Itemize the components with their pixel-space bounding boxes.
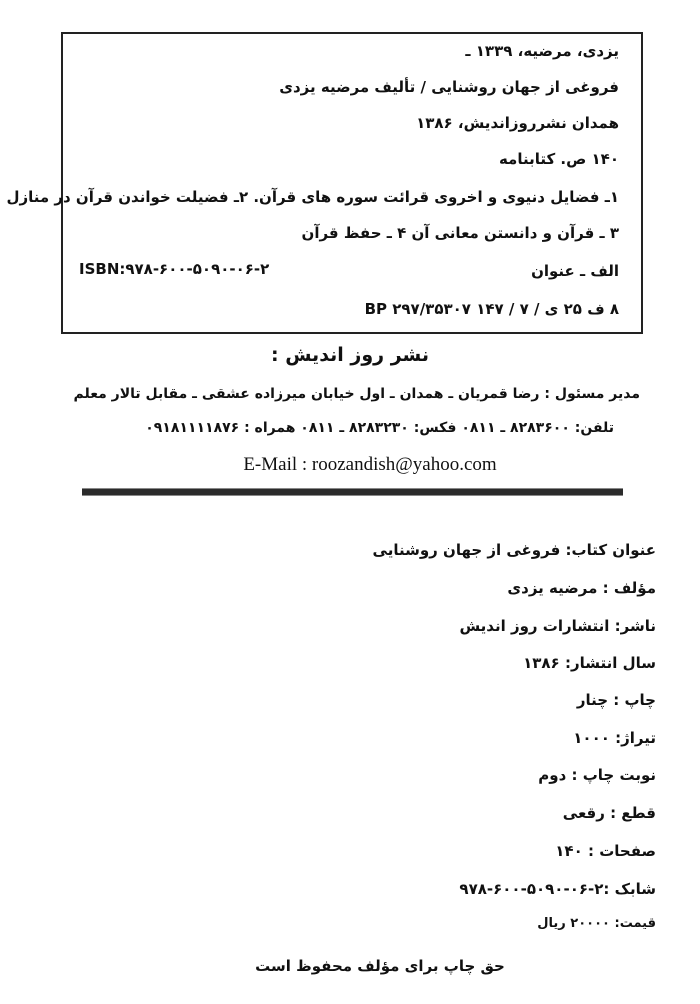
publisher-manager-address: مدیر مسئول : رضا قمریان ـ همدان ـ اول خیابان میرزاده عشقی ـ مقابل تالار معلم <box>73 386 640 402</box>
spec-isbn: شابک :۲-۰۶-۵۰۹۰-۶۰۰-۹۷۸ <box>459 880 656 898</box>
publisher-name: نشر روز اندیش : <box>270 344 430 366</box>
catalog-pages-line: ۱۴۰ ص. کتابنامه <box>498 150 619 168</box>
spec-price: قیمت: ۲۰۰۰۰ ریال <box>537 916 656 931</box>
publisher-phones: تلفن: ۸۲۸۳۶۰۰ ـ ۰۸۱۱ فکس: ۸۲۸۳۲۳۰ ـ ۰۸۱۱ همراه : ۰۹۱۸۱۱۱۱۸۷۶ <box>145 420 614 436</box>
catalog-subjects-line-2: ۳ ـ قرآن و دانستن معانی آن ۴ ـ حفظ قرآن <box>301 224 619 242</box>
catalog-title-line: فروغی از جهان روشنایی / تألیف مرضیه یزدی <box>279 78 619 96</box>
catalog-title-entry-line: الف ـ عنوان <box>531 262 619 280</box>
spec-edition: نوبت چاپ : دوم <box>538 766 656 784</box>
section-divider <box>82 488 623 496</box>
spec-publisher: ناشر: انتشارات روز اندیش <box>459 617 656 635</box>
spec-author: مؤلف : مرضیه یزدی <box>507 579 656 597</box>
spec-printing-house: چاپ : چنار <box>576 691 656 709</box>
spec-format: قطع : رقعی <box>562 804 656 822</box>
catalog-record-box <box>6 32 643 334</box>
publisher-email: E-Mail : roozandish@yahoo.com <box>243 454 497 475</box>
catalog-subjects-line-1: ۱ـ فضایل دنیوی و اخروی قرائت سوره های قرآن. ۲ـ فضیلت خواندن قرآن در منازل <box>6 188 619 206</box>
catalog-classification-line: ۸ ف ۲۵ ی / ۷ / ۱۴۷ BP ۲۹۷/۳۵۳۰۷ <box>364 300 619 318</box>
catalog-imprint-line: همدان نشرروزاندیش، ۱۳۸۶ <box>416 114 619 132</box>
spec-publication-year: سال انتشار: ۱۳۸۶ <box>523 654 656 672</box>
catalog-author-line: یزدی، مرضیه، ۱۳۳۹ ـ <box>465 42 619 60</box>
spec-print-run: تیراژ: ۱۰۰۰ <box>573 729 656 747</box>
spec-book-title: عنوان کتاب: فروغی از جهان روشنایی <box>372 541 656 559</box>
catalog-isbn: ISBN:۹۷۸-۶۰۰-۵۰۹۰-۰۶-۲ <box>79 260 270 278</box>
copyright-notice: حق چاپ برای مؤلف محفوظ است <box>255 957 505 975</box>
spec-pages: صفحات : ۱۴۰ <box>555 842 656 860</box>
